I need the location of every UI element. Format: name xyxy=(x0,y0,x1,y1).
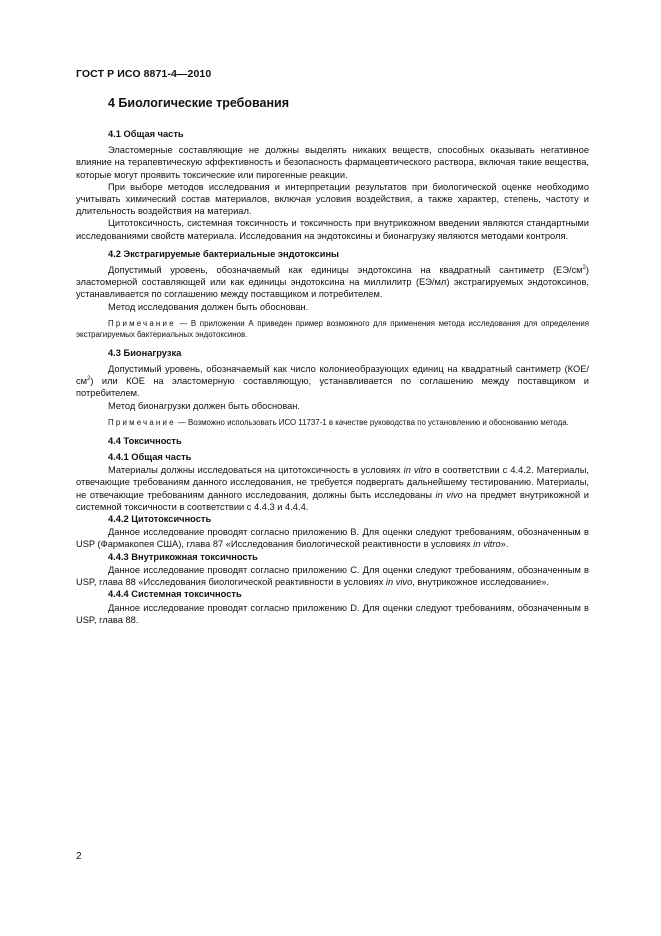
paragraph: Цитотоксичность, системная токсичность и токсичность при внутрикожном введении являются стандартными исследованиями свойств материала. Исследования на эндотоксины и бионагрузку являются методами контроля. xyxy=(76,218,589,241)
paragraph: Метод бионагрузки должен быть обоснован. xyxy=(108,400,300,411)
paragraph: Метод исследования должен быть обоснован. xyxy=(108,301,309,312)
paragraph: Материалы должны исследоваться на цитотоксичность в условиях in vitro в соответствии с 4.4.2. Материалы, отвечающие требованиям данного исследования, не требуется подвергать дальнейшему тестированию. Материалы, не отвечающие требованиям данного исследования, должны быть исследованы in vivo на предмет внутрикожной и системной токсичности в соответствии с 4.4.3 и 4.4.4. xyxy=(76,465,589,512)
note-label: Примечание xyxy=(108,417,176,427)
paragraph: Данное исследование проводят согласно приложению С. Для оценки следуют требованиям, обозначенным в USP, глава 88 «Исследования биологической реактивности в условиях in vivo, внутрикожное исследование». xyxy=(76,564,589,588)
note-label: Примечание xyxy=(108,318,176,328)
section-4-4-2-title: 4.4.2 Цитотоксичность xyxy=(108,514,212,525)
section-4-title: 4 Биологические требования xyxy=(108,96,289,110)
paragraph: При выборе методов исследования и интерпретации результатов при биологической оценке необходимо учитывать химический состав материалов, включая условия воздействия, а также характер, степень, частоту и длительность воздействия на материал. xyxy=(76,181,589,217)
paragraph: Допустимый уровень, обозначаемый как единицы эндотоксина на квадратный сантиметр $(ЕЭ/см^2)$ эластомерной составляющей или как единицы эндотоксина на миллилитр (ЕЭ/мл) экстрагируемых эндотоксинов, устанавливается по соглашению между поставщиком и потребителем. xyxy=(76,264,589,300)
note: Примечание — В приложении А приведен пример возможного для применения метода исследования для определения экстрагируемых бактериальных эндотоксинов. xyxy=(76,318,589,339)
section-4-3-title: 4.3 Бионагрузка xyxy=(108,347,182,358)
paragraph: Данное исследование проводят согласно приложению В. Для оценки следуют требованиям, обозначенным в USP (Фармакопея США), глава 87 «Исследования биологической реактивности в условиях in vitro». xyxy=(76,527,589,550)
section-4-4-1-title: 4.4.1 Общая часть xyxy=(108,452,192,463)
section-4-4-4-title: 4.4.4 Системная токсичность xyxy=(108,589,242,600)
note: Примечание — Возможно использовать ИСО 11737-1 в качестве руководства по установлению и обоснованию метода. xyxy=(108,417,569,427)
page-number: 2 xyxy=(76,851,82,862)
paragraph: Эластомерные составляющие не должны выделять никаких веществ, способных оказывать негативное влияние на терапевтическую эффективность и безопасность фармацевтического раствора, включая такие вещества, которые могут проявить токсические или пирогенные реакции. xyxy=(76,145,589,180)
section-4-1-title: 4.1 Общая часть xyxy=(108,129,184,139)
section-4-4-3-title: 4.4.3 Внутрикожная токсичность xyxy=(108,551,258,562)
paragraph: Допустимый уровень, обозначаемый как число колониеобразующих единиц на квадратный сантиметр $(КОЕ/см^2)$ или КОЕ на эластомерную составляющую, устанавливается по соглашению между поставщиком и потребителем. xyxy=(76,364,589,399)
section-4-4-title: 4.4 Токсичность xyxy=(108,435,182,446)
paragraph: Данное исследование проводят согласно приложению D. Для оценки следуют требованиям, обозначенным в USP, глава 88. xyxy=(76,602,589,625)
section-4-2-title: 4.2 Экстрагируемые бактериальные эндотоксины xyxy=(108,248,339,259)
standard-header: ГОСТ Р ИСО 8871-4—2010 xyxy=(76,68,212,80)
content-body xyxy=(76,128,589,626)
